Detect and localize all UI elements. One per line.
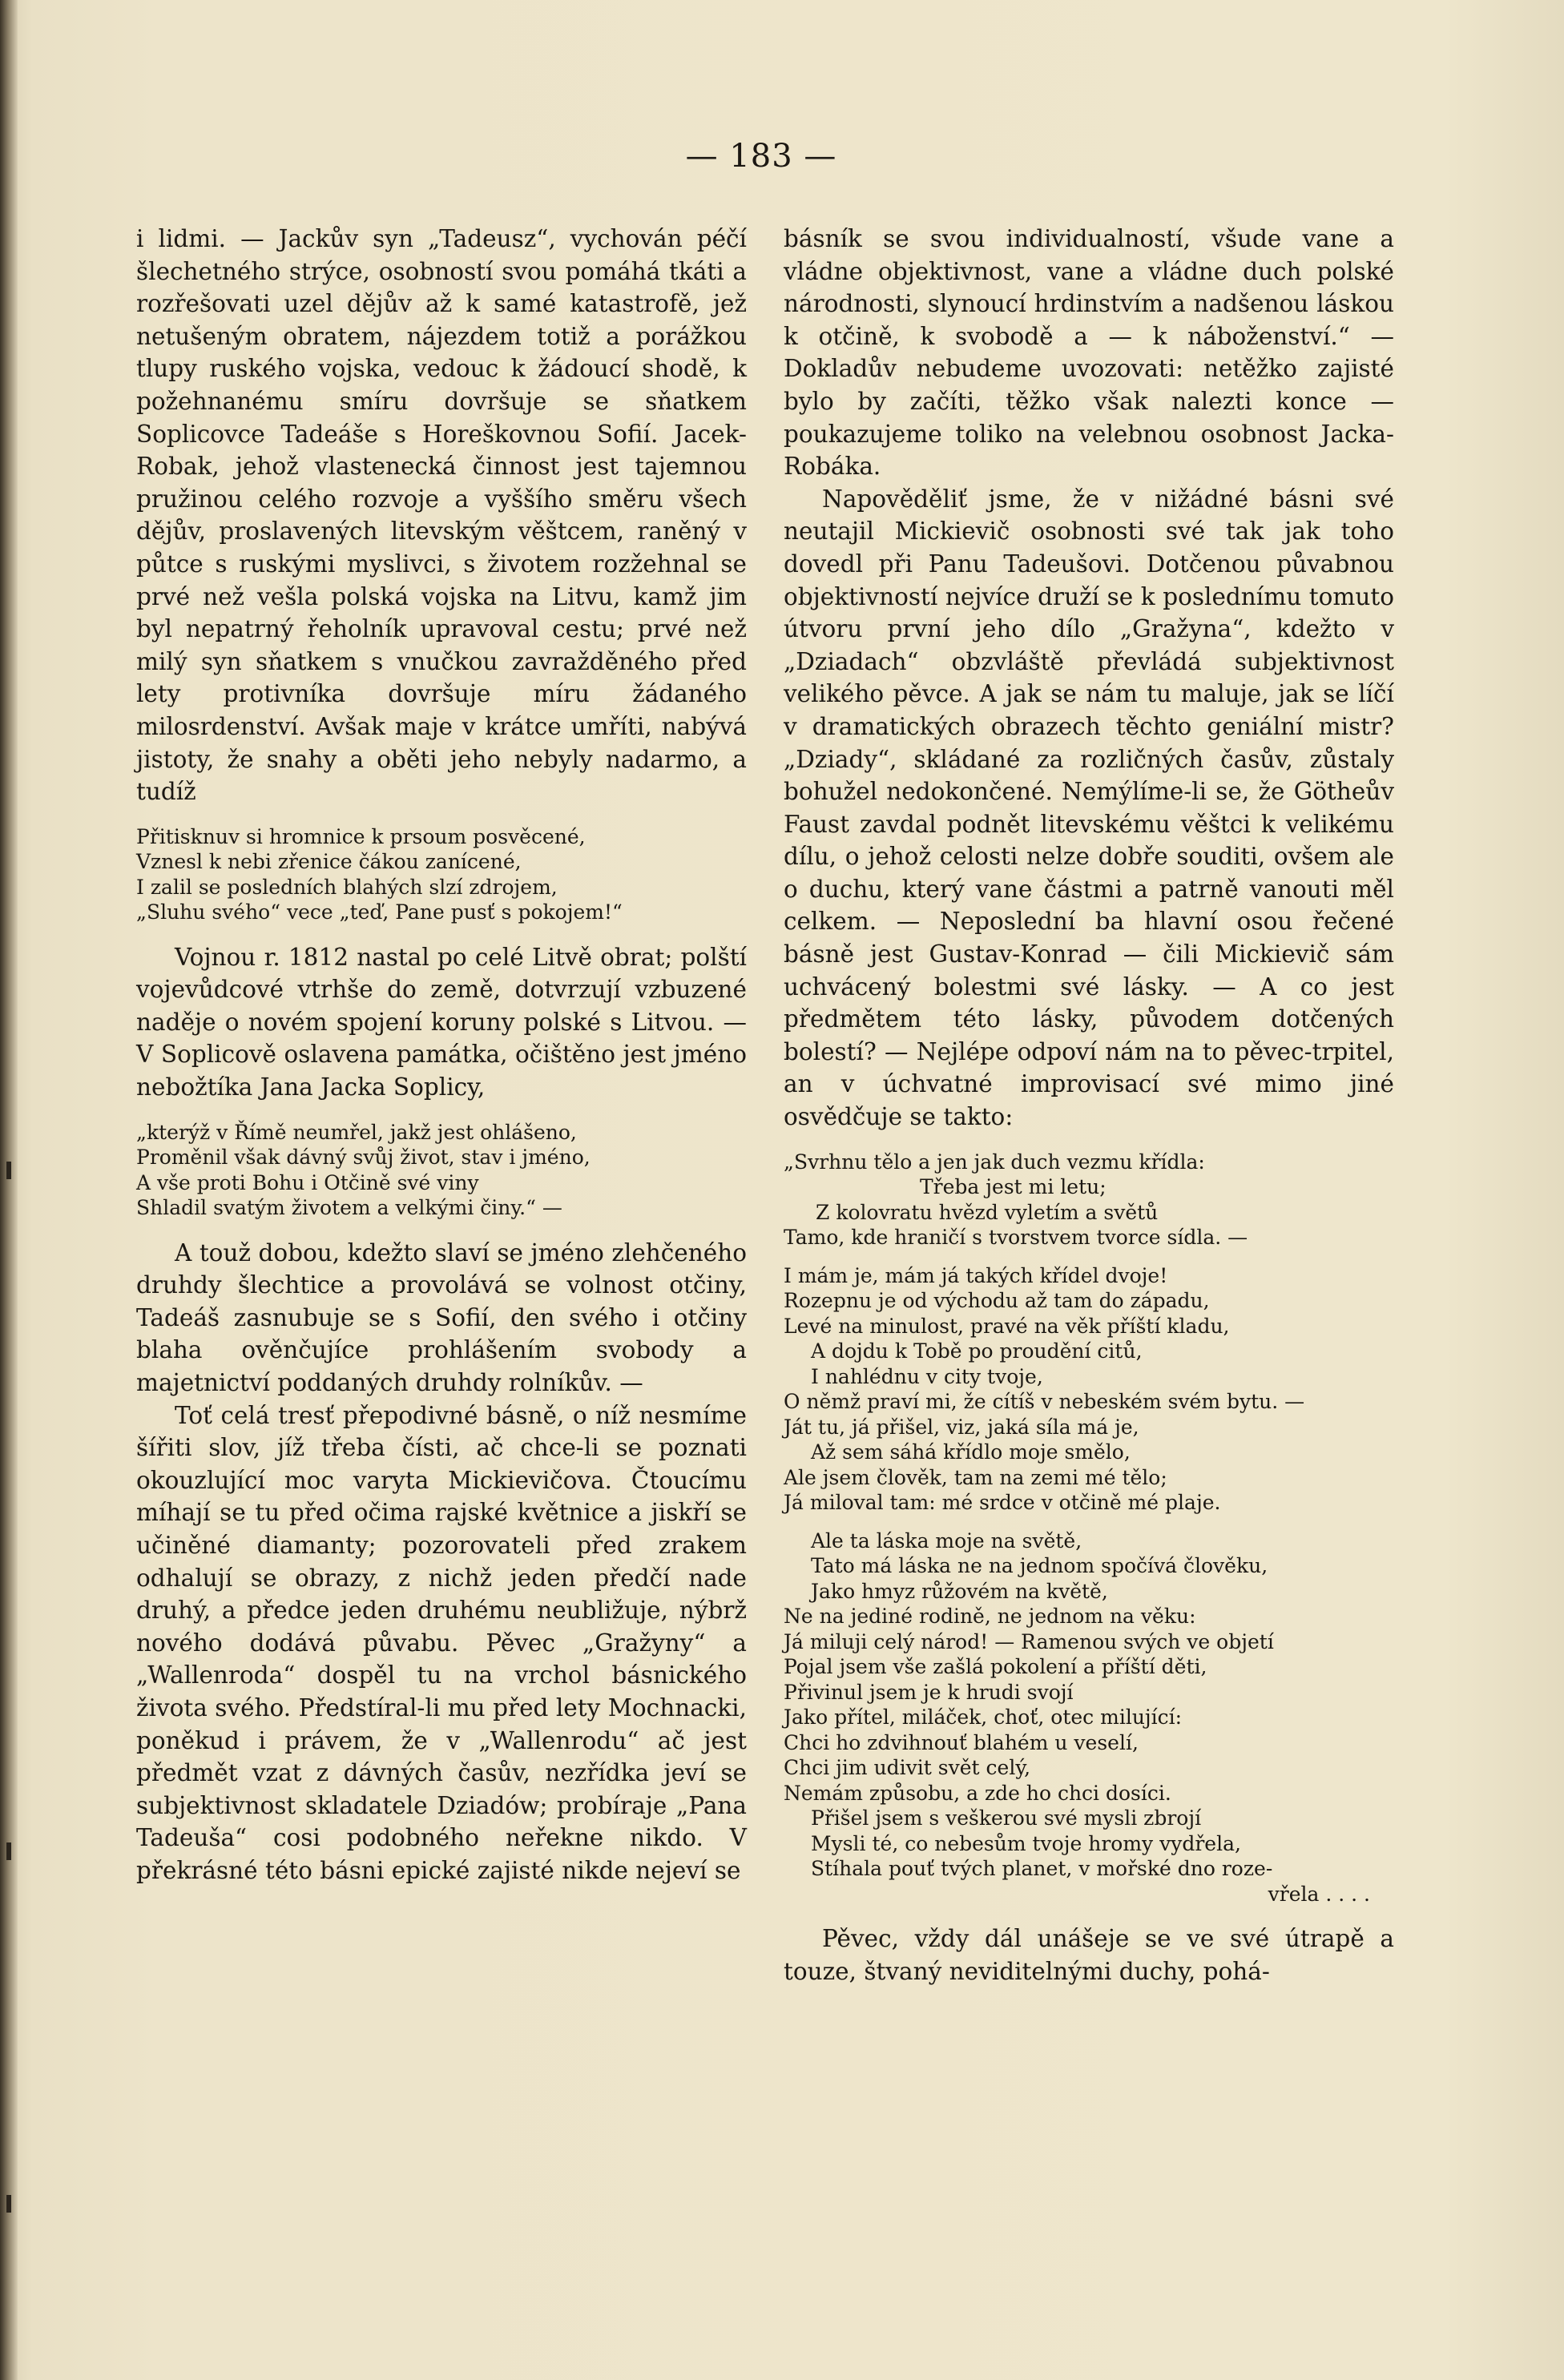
verse-line: Chci ho zdvihnouť blahém u veselí, <box>784 1730 1139 1754</box>
paragraph: básník se svou individualností, všude vane a vládne objektivnost, vane a vládne duch polské národnosti, slynoucí hrdinstvím a nadšenou láskou k otčině, k svobodě a — k náboženství.“ — Dokladův nebudeme uvozovati: netěžko zajisté bylo by začíti, těžko však nalezti konce — poukazujeme toliko na velebnou osobnost Jacka-Robáka. <box>784 225 1394 481</box>
verse-line: Ale ta láska moje na světě, <box>811 1528 1082 1552</box>
verse-line: Tamo, kde hraničí s tvorstvem tvorce sídla. — <box>784 1226 1248 1250</box>
verse-line: Ale jsem člověk, tam na zemi mé tělo; <box>784 1465 1167 1489</box>
verse-line: Přitisknuv si hromnice k prsoum posvěcené, <box>136 824 586 848</box>
verse-line: Proměnil však dávný svůj život, stav i jméno, <box>136 1146 591 1170</box>
verse-line: I mám je, mám já takých křídel dvoje! <box>784 1263 1168 1287</box>
verse-line: „Sluhu svého“ vece „teď, Pane pusť s pokojem!“ <box>136 900 623 924</box>
verse-line: Mysli té, co nebesům tvoje hromy vydřela, <box>811 1831 1241 1855</box>
verse-line: Ne na jediné rodině, ne jednom na věku: <box>784 1605 1196 1629</box>
page-number: — 183 — <box>685 138 837 175</box>
verse-block <box>136 824 747 925</box>
verse-line: „Svrhnu tělo a jen jak duch vezmu křídla: <box>784 1150 1205 1174</box>
verse-line: A dojdu k Tobě po proudění citů, <box>811 1339 1143 1363</box>
margin-mark <box>6 1842 11 1860</box>
verse-line: Levé na minulost, pravé na věk příští kladu, <box>784 1314 1230 1338</box>
verse-line: Třeba jest mi letu; <box>920 1175 1106 1199</box>
verse-line: Až sem sáhá křídlo moje smělo, <box>811 1440 1131 1464</box>
verse-line: „kterýž v Římě neumřel, jakž jest ohlášeno, <box>136 1120 577 1144</box>
verse-line: Z kolovratu hvězd vyletím a světů <box>816 1200 1159 1224</box>
verse-line: Ját tu, já přišel, viz, jaká síla má je, <box>784 1415 1139 1439</box>
verse-line: Stíhala pouť tvých planet, v mořské dno roze- <box>811 1857 1273 1881</box>
verse-line: Přišel jsem s veškerou své mysli zbrojí <box>811 1806 1202 1830</box>
right-column <box>784 223 1394 1987</box>
verse-block <box>784 1150 1394 1907</box>
paragraph: A touž dobou, kdežto slaví se jméno zlehčeného druhdy šlechtice a provolává se volnost otčiny, Tadeáš zasnubuje se s Sofií, den svého i otčiny blaha ověnčujíce prohlášením svobody a majetnictví poddaných druhdy rolníkův. — <box>136 1238 747 1397</box>
verse-line: Přivinul jsem je k hrudi svojí <box>784 1680 1074 1704</box>
verse-line: Vznesl k nebi zřenice čákou zanícené, <box>136 850 522 874</box>
paragraph: Pěvec, vždy dál unášeje se ve své útrapě a touze, štvaný neviditelnými duchy, pohá- <box>784 1925 1394 1985</box>
paragraph: Vojnou r. 1812 nastal po celé Litvě obrat; polští vojevůdcové vtrhše do země, dotvrzují vzbuzené naděje o novém spojení koruny polské s Litvou. — V Soplicově oslavena památka, očištěno jest jméno nebožtíka Jana Jacka Soplicy, <box>136 943 747 1101</box>
verse-line: Shladil svatým životem a velkými činy.“ — <box>136 1196 562 1220</box>
verse-line: Pojal jsem vše zašlá pokolení a příští děti, <box>784 1655 1207 1679</box>
verse-line: Já miluji celý národ! — Ramenou svých ve objetí <box>784 1629 1274 1653</box>
verse-line: O němž praví mi, že cítíš v nebeském svém bytu. — <box>784 1390 1305 1414</box>
verse-line: vřela . . . . <box>1268 1882 1370 1906</box>
verse-line: Já miloval tam: mé srdce v otčině mé plaje. <box>784 1491 1221 1515</box>
paragraph: i lidmi. — Jackův syn „Tadeusz“, vychován péčí šlechetného strýce, osobností svou pomáhá tkáti a rozřešovati uzel dějův až k samé katastrofě, jež netušeným obratem, nájezdem totiž a porážkou tlupy ruského vojska, vedouc k žádoucí shodě, k požehnanému smíru dovršuje se sňatkem Soplicovce Tadeáše s Horeškovnou Sofií. Jacek-Robak, jehož vlastenecká činnost jest tajemnou pružinou celého rozvoje a vyššího směru všech dějův, proslavených litevským věštcem, raněný v půtce s ruskými myslivci, s životem rozžehnal se prvé než vešla polská vojska na Litvu, kamž jim byl nepatrný řeholník upravoval cestu; prvé než milý syn sňatkem s vnučkou zavražděného před lety protivníka dovršuje míru žádaného milosrdenství. Avšak maje v krátce umříti, nabývá jistoty, že snahy a oběti jeho nebyly nadarmo, a tudíž <box>136 225 747 806</box>
verse-block <box>136 1120 747 1221</box>
margin-mark <box>6 1162 11 1179</box>
verse-line: I zalil se posledních blahých slzí zdrojem, <box>136 875 558 899</box>
paragraph: Napověděliť jsme, že v nižádné básni své neutajil Mickievič osobnosti své tak jak toho dovedl při Panu Tadeušovi. Dotčenou půvabnou objektivností nejvíce druží se k poslednímu tomuto útvoru první jeho dílo „Gražyna“, kdežto v „Dziadach“ obzvláště převládá subjektivnost velikého pěvce. A jak se nám tu maluje, jak se líčí v dramatických obrazech těchto geniální mistr? „Dziady“, skládané za rozličných časův, zůstaly bohužel nedokončené. Nemýlíme-li se, že Götheův Faust zavdal podnět litevskému věštci k velikému dílu, o jehož celosti nelze dobře souditi, ovšem ale o duchu, který vane částmi a patrně vanouti měl celkem. — Neposlední ba hlavní osou řečené básně jest Gustav-Konrad — čili Mickievič sám uchvácený bolestmi své lásky. — A co jest předmětem této lásky, původem dotčených bolestí? — Nejlépe odpoví nám na to pěvec-trpitel, an v úchvatné improvisací své mimo jiné osvědčuje se takto: <box>784 485 1394 1131</box>
book-spine-shadow <box>0 0 18 2380</box>
verse-line: I nahlédnu v city tvoje, <box>811 1364 1043 1388</box>
verse-line: Nemám způsobu, a zde ho chci dosíci. <box>784 1781 1171 1805</box>
verse-line: Chci jim udivit svět celý, <box>784 1756 1031 1780</box>
left-column <box>136 223 747 1887</box>
paragraph: Toť celá tresť přepodivné básně, o níž nesmíme šířiti slov, jíž třeba čísti, ač chce-li se poznati okouzlující moc varyta Mickievičova. Čtoucímu míhají se tu před očima rajské květnice a jiskří se učiněné diamanty; pozorovateli před zrakem odhalují se obrazy, z nichž jeden předčí nade druhý, a předce jeden druhému neubližuje, nýbrž nového dodává půvabu. Pěvec „Gražyny“ a „Wallenroda“ dospěl tu na vrchol básnického života svého. Předstíral-li mu před lety Mochnacki, poněkud i právem, že v „Wallenrodu“ ač jest předmět vzat z dávných časův, nezřídka jeví se subjektivnost skladatele Dziadów; probíraje „Pana Tadeuša“ cosi podobného neřekne nikdo. V překrásné této básni epické zajisté nikde nejeví se <box>136 1401 747 1884</box>
verse-line: A vše proti Bohu i Otčině své viny <box>136 1170 479 1194</box>
verse-line: Rozepnu je od východu až tam do západu, <box>784 1289 1210 1313</box>
verse-line: Jako hmyz růžovém na květě, <box>811 1579 1108 1603</box>
verse-line: Jako přítel, miláček, choť, otec milující: <box>784 1705 1183 1730</box>
margin-mark <box>6 2195 11 2213</box>
verse-line: Tato má láska ne na jednom spočívá člověku, <box>811 1554 1268 1578</box>
